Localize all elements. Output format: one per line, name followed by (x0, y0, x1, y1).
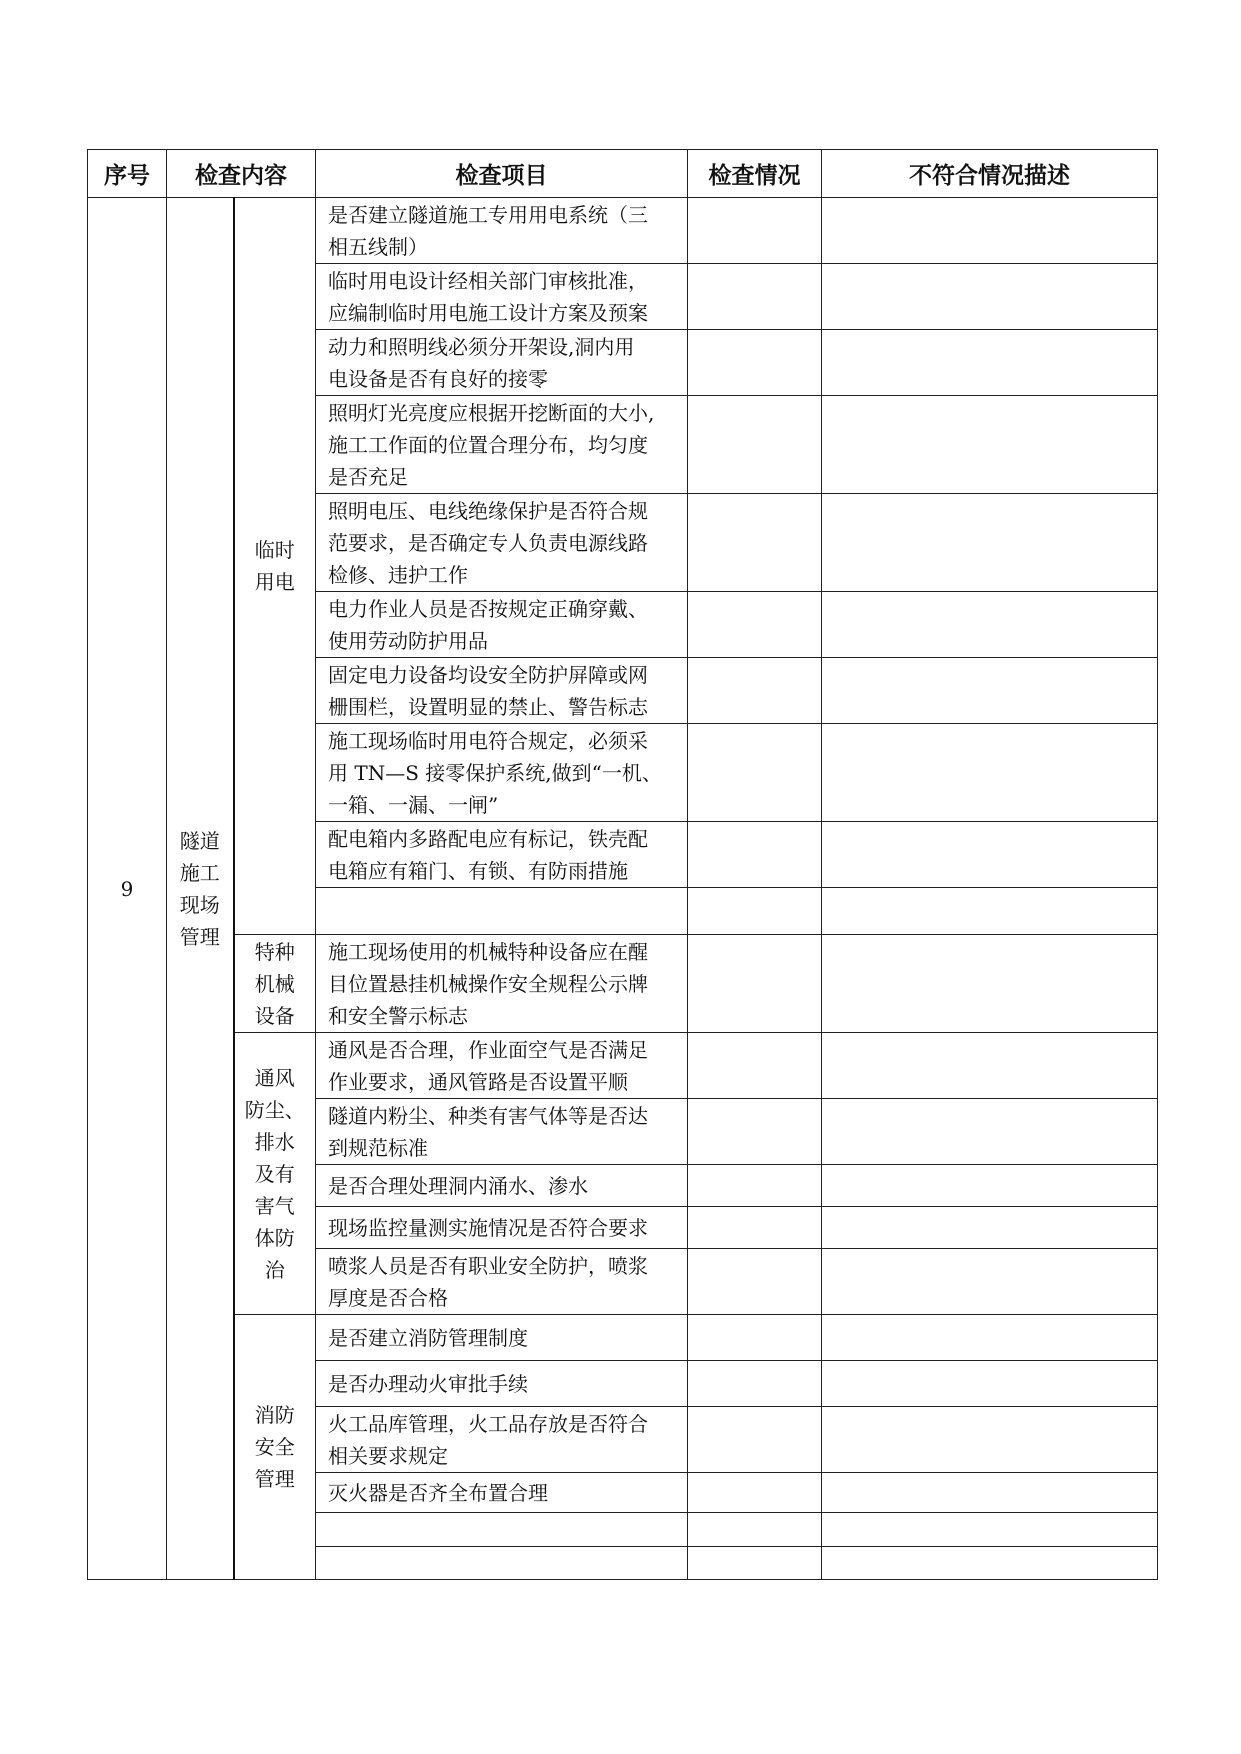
check-item: 喷浆人员是否有职业安全防护，喷浆 厚度是否合格 (316, 1249, 688, 1315)
status-cell[interactable] (688, 1033, 822, 1099)
group-special-machinery: 特种 机械 设备 (234, 935, 316, 1033)
header-desc: 不符合情况描述 (822, 150, 1158, 198)
status-cell[interactable] (688, 396, 822, 494)
desc-cell[interactable] (822, 658, 1158, 724)
check-item: 照明灯光亮度应根据开挖断面的大小, 施工工作面的位置合理分布，均匀度 是否充足 (316, 396, 688, 494)
header-no: 序号 (88, 150, 167, 198)
check-item: 火工品库管理，火工品存放是否符合 相关要求规定 (316, 1407, 688, 1473)
desc-cell[interactable] (822, 198, 1158, 264)
status-cell[interactable] (688, 724, 822, 822)
check-item: 施工现场使用的机械特种设备应在醒 目位置悬挂机械操作安全规程公示牌 和安全警示标志 (316, 935, 688, 1033)
check-item: 通风是否合理，作业面空气是否满足 作业要求，通风管路是否设置平顺 (316, 1033, 688, 1099)
status-cell[interactable] (688, 264, 822, 330)
check-item: 是否合理处理洞内涌水、渗水 (316, 1165, 688, 1207)
check-item: 是否办理动火审批手续 (316, 1361, 688, 1407)
desc-cell[interactable] (822, 1165, 1158, 1207)
status-cell[interactable] (688, 592, 822, 658)
group-temp-power: 临时 用电 (234, 198, 316, 935)
status-cell[interactable] (688, 1165, 822, 1207)
desc-cell[interactable] (822, 888, 1158, 935)
check-item: 是否建立隧道施工专用用电系统（三 相五线制） (316, 198, 688, 264)
check-item: 施工现场临时用电符合规定，必须采 用 TN—S 接零保护系统,做到“一机、 一箱、一漏、一闸” (316, 724, 688, 822)
group-ventilation: 通风 防尘、 排水 及有 害气 体防 治 (234, 1033, 316, 1315)
desc-cell[interactable] (822, 1547, 1158, 1580)
status-cell[interactable] (688, 198, 822, 264)
status-cell[interactable] (688, 888, 822, 935)
status-cell[interactable] (688, 1207, 822, 1249)
desc-cell[interactable] (822, 1473, 1158, 1513)
check-item: 临时用电设计经相关部门审核批准， 应编制临时用电施工设计方案及预案 (316, 264, 688, 330)
status-cell[interactable] (688, 935, 822, 1033)
status-cell[interactable] (688, 1099, 822, 1165)
header-item: 检查项目 (316, 150, 688, 198)
check-item: 固定电力设备均设安全防护屏障或网 栅围栏，设置明显的禁止、警告标志 (316, 658, 688, 724)
desc-cell[interactable] (822, 1249, 1158, 1315)
status-cell[interactable] (688, 1407, 822, 1473)
status-cell[interactable] (688, 658, 822, 724)
status-cell[interactable] (688, 494, 822, 592)
desc-cell[interactable] (822, 724, 1158, 822)
desc-cell[interactable] (822, 1207, 1158, 1249)
status-cell[interactable] (688, 1513, 822, 1547)
header-content: 检查内容 (167, 150, 316, 198)
check-item: 电力作业人员是否按规定正确穿戴、 使用劳动防护用品 (316, 592, 688, 658)
desc-cell[interactable] (822, 1315, 1158, 1361)
check-item: 是否建立消防管理制度 (316, 1315, 688, 1361)
status-cell[interactable] (688, 1315, 822, 1361)
desc-cell[interactable] (822, 935, 1158, 1033)
row-number: 9 (88, 198, 167, 1580)
table-row (88, 198, 1158, 264)
inspection-table (87, 149, 1158, 1580)
status-cell[interactable] (688, 1547, 822, 1580)
check-item: 灭火器是否齐全布置合理 (316, 1473, 688, 1513)
group-fire-safety: 消防 安全 管理 (234, 1315, 316, 1580)
status-cell[interactable] (688, 1249, 822, 1315)
desc-cell[interactable] (822, 1407, 1158, 1473)
header-status: 检查情况 (688, 150, 822, 198)
table-row (88, 935, 1158, 1033)
check-item (316, 888, 688, 935)
status-cell[interactable] (688, 330, 822, 396)
desc-cell[interactable] (822, 1361, 1158, 1407)
desc-cell[interactable] (822, 1033, 1158, 1099)
status-cell[interactable] (688, 822, 822, 888)
status-cell[interactable] (688, 1473, 822, 1513)
category-cell: 隧道 施工 现场 管理 (167, 198, 234, 1580)
status-cell[interactable] (688, 1361, 822, 1407)
header-row (88, 150, 1158, 198)
check-item: 动力和照明线必须分开架设,洞内用 电设备是否有良好的接零 (316, 330, 688, 396)
desc-cell[interactable] (822, 1513, 1158, 1547)
check-item (316, 1547, 688, 1580)
check-item: 隧道内粉尘、种类有害气体等是否达 到规范标准 (316, 1099, 688, 1165)
desc-cell[interactable] (822, 396, 1158, 494)
desc-cell[interactable] (822, 822, 1158, 888)
check-item: 配电箱内多路配电应有标记，铁壳配 电箱应有箱门、有锁、有防雨措施 (316, 822, 688, 888)
desc-cell[interactable] (822, 330, 1158, 396)
check-item: 照明电压、电线绝缘保护是否符合规 范要求，是否确定专人负责电源线路 检修、违护工作 (316, 494, 688, 592)
inspection-form (87, 149, 1158, 1580)
desc-cell[interactable] (822, 592, 1158, 658)
table-row (88, 1315, 1158, 1361)
desc-cell[interactable] (822, 494, 1158, 592)
check-item: 现场监控量测实施情况是否符合要求 (316, 1207, 688, 1249)
table-row (88, 1033, 1158, 1099)
desc-cell[interactable] (822, 1099, 1158, 1165)
check-item (316, 1513, 688, 1547)
desc-cell[interactable] (822, 264, 1158, 330)
